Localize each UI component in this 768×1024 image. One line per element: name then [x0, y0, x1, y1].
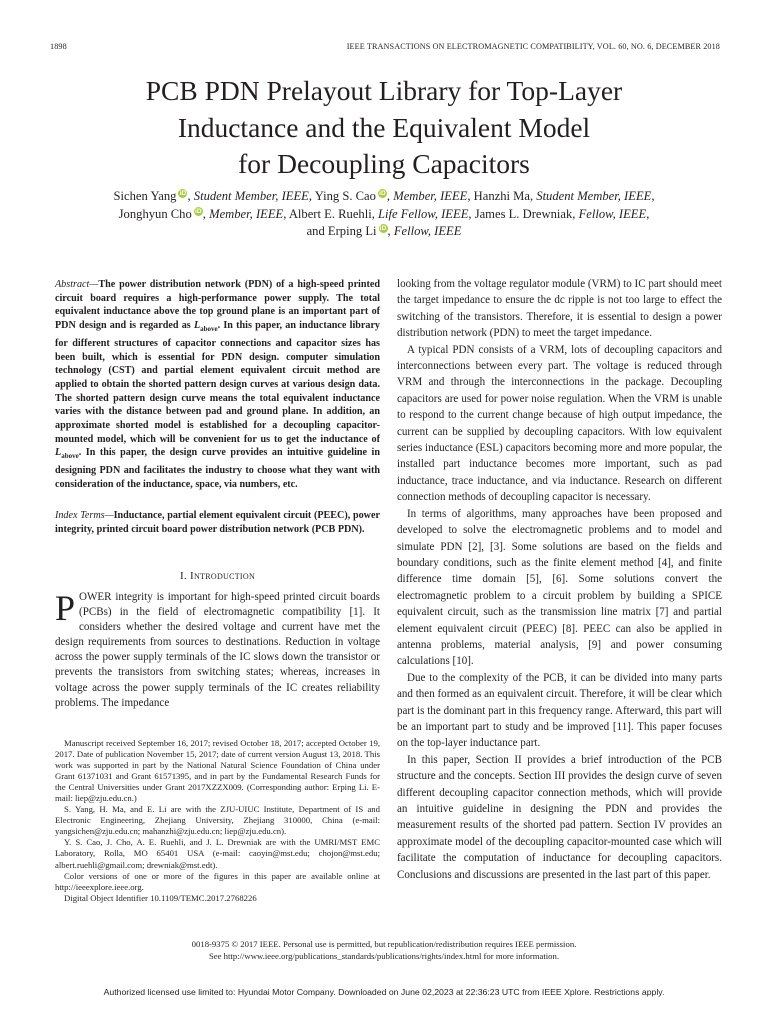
intro-paragraph	[55, 590, 380, 711]
index-terms	[55, 509, 380, 536]
author-name: James L. Drewniak	[474, 206, 573, 221]
orcid-icon[interactable]: iD	[379, 225, 387, 232]
body-paragraph: A typical PDN consists of a VRM, lots of decoupling capacitors and interconnections between every part. The voltage is reduced through VRM and through the interconnections in the package. Decoupling capacitors are used for power noise regulation. When the VRM is unable to respond to the current change because of high output impedance, the current can be supplied by decoupling capacitors. With low equivalent series inductance (ESL) capacitors becoming more and more popular, the installed part inductance becomes more important, such as pad inductance, trace inductance, and via inductance. Research on different connection methods of decoupling capacitor is necessary.	[397, 343, 722, 504]
footnotes	[55, 738, 380, 904]
orcid-icon[interactable]: iD	[379, 190, 386, 197]
body-paragraph: In terms of algorithms, many approaches have been proposed and developed to solve the electromagnetic problems and to model and simulate PDN [2], [3]. Some solutions are based on the fields and boundary conditions, such as the finite element method [4], and finite difference time domain [5], [6]. Some solutions convert the electromagnetic problem to a circuit problem by building a SPICE equivalent circuit, such as the transmission line matrix [7] and partial element equivalent circuit (PEEC) [8]. PEEC can also be applied in antenna problems, material analysis, [9] and power consuming calculations [10].	[397, 507, 722, 668]
index-terms-lead: Index Terms—	[55, 510, 114, 521]
abstract-lead: Abstract—	[55, 279, 99, 290]
author-role: Member, IEEE	[393, 189, 468, 203]
body-paragraph: Due to the complexity of the PCB, it can be divided into many parts and then formed as an equivalent circuit. Therefore, it will be clear which part is the dominant part in this frequency range. Afterward, this part will be an important part to study and be improved [11]. This paper focuses on the top-layer inductance part.	[397, 671, 722, 750]
footnote: Digital Object Identifier 10.1109/TEMC.2017.2768226	[64, 892, 257, 903]
paper-title	[60, 73, 708, 183]
author-role: Student Member, IEEE	[193, 189, 309, 203]
footnote: Color versions of one or more of the figures in this paper are available online at http://ieeexplore.ieee.org.	[55, 870, 380, 892]
author-name: Sichen Yang	[113, 189, 177, 203]
license-notice: Authorized licensed use limited to: Hyundai Motor Company. Downloaded on June 02,2023 at 22:36:23 UTC from IEEE Xplore. Restrictions apply.	[103, 987, 665, 997]
author-role: Student Member, IEEE	[536, 189, 652, 203]
index-terms-text: Inductance, partial element equivalent circuit (PEEC), power integrity, printed circuit board power distribution network (PCB PDN).	[55, 510, 380, 535]
body-paragraph: looking from the voltage regulator module (VRM) to IC part should meet the target impedance to ensure the dc ripple is not too large to effect the switching of the transistors. Therefore, it is essential to design a power distribution network (PDN) to meet the target impedance.	[397, 278, 722, 340]
drop-cap: P	[55, 588, 76, 628]
copyright-line: 0018-9375 © 2017 IEEE. Personal use is permitted, but republication/redistribution requires IEEE permission.	[191, 939, 577, 949]
abstract-text: The power distribution network (PDN) of a high-speed printed circuit board requires a high-performance power supply. The total equivalent inductance above the top ground plane is an important part of PDN design and is regarded as $L_{above}$. In this paper, an inductance library for different structures of capacitor connections and capacitor sizes has been built, which is essential for PDN design. computer simulation technology (CST) and partial element equivalent circuit method are applied to obtain the shorted pattern design curves at various design data. The shorted pattern design curve means the total equivalent inductance varies with the distance between pad and ground plane. In addition, an approximate shorted model is established for a decoupling capacitor-mounted model, which will be convenient for us to get the inductance of $L_{above}$. In this paper, the design curve provides an intuitive guideline in designing PDN and facilitates the industry to choose what they want with consideration of the inductance, space, via numbers, etc.	[55, 279, 380, 490]
author-role: Member, IEEE	[209, 206, 284, 221]
section-heading: I. Introduction	[179, 570, 256, 582]
footnote: Y. S. Cao, J. Cho, A. E. Ruehli, and J. L. Drewniak are with the UMRI/MST EMC Laboratory, Rolla, MO 65401 USA (e-mail: caoyin@mst.edu; chojon@mst.edu; albert.ruehli@gmail.com; drewniak@mst.edt).	[55, 837, 380, 870]
abstract	[55, 278, 380, 492]
footnote: S. Yang, H. Ma, and E. Li are with the ZJU-UIUC Institute, Department of IS and Electronic Engineering, Zhejiang University, Zhejiang 310000, China (e-mail: yangsichen@zju.edu.cn; mahanzhi@zju.edu.cn; liep@zju.edu.cn).	[55, 804, 380, 837]
orcid-icon[interactable]: iD	[195, 207, 202, 215]
author-list: Sichen Yang iD, Student Member, IEEE, Ying S. Cao iD, Member, IEEE, Hanzhi Ma, Student Member, IEEE, Jonghyun Cho iD, Member, IEEE, Albert E. Ruehli, Life Fellow, IEEE, James L. Drewniak, Fellow, IEEE, and Erping Li iD, Fellow, IEEE	[113, 189, 655, 238]
copyright-notice	[60, 939, 708, 962]
author-role: Life Fellow, IEEE	[378, 206, 469, 221]
author-name: Hanzhi Ma	[473, 189, 530, 203]
body-paragraph: In this paper, Section II provides a brief introduction of the PCB structure and the concepts. Section III provides the design curve of seven different decoupling capacitor connection methods, which will provide an intuitive guideline in designing the PDN and provides the measurement results of the shorted pad pattern. Section IV provides an approximate model of the decoupling capacitor-mounted case which will facilitate the computation of inductance for decoupling capacitors. Conclusions and discussions are presented in the last part of this paper.	[397, 753, 722, 881]
running-header: IEEE TRANSACTIONS ON ELECTROMAGNETIC COMPATIBILITY, VOL. 60, NO. 6, DECEMBER 2018	[346, 42, 720, 51]
intro-text: OWER integrity is important for high-speed printed circuit boards (PCBs) in the field of electromagnetic compatibility [1]. It considers whether the desired voltage and current have met the design requirements from sources to destinations. Reduction in voltage across the power supply terminals of the IC slows down the transistor or prevents the transistors from switching states; whereas, increases in voltage across the power supply terminals of the IC creates reliability problems. The impedance	[55, 591, 380, 709]
orcid-icon[interactable]: iD	[179, 190, 187, 197]
title-line: Inductance and the Equivalent Model	[177, 111, 591, 143]
right-column	[397, 276, 722, 883]
author-name: Albert E. Ruehli	[288, 206, 372, 221]
author-name: Ying S. Cao	[314, 189, 376, 203]
title-line: for Decoupling Capacitors	[238, 148, 530, 179]
author-name: Jonghyun Cho	[118, 206, 192, 221]
author-role: Fellow, IEEE	[578, 206, 647, 221]
page-number: 1898	[50, 42, 67, 51]
copyright-line: See http://www.ieee.org/publications_standards/publications/rights/index.html for more information.	[208, 950, 560, 961]
title-line: PCB PDN Prelayout Library for Top-Layer	[145, 75, 623, 106]
footnote: Manuscript received September 16, 2017; revised October 18, 2017; accepted October 19, 2017. Date of publication November 15, 2017; date of current version August 13, 2018. This work was supported in part by the National Natural Science Foundation of China under Grant 61371031 and Grant 61571395, and in part by the Fundamental Research Funds for the Central Universities under Grant 2017XZZX009. (Corresponding author: Erping Li. E-mail: liep@zju.edu.cn.)	[55, 738, 380, 804]
author-role: Fellow, IEEE	[393, 224, 462, 238]
author-name: and Erping Li	[306, 224, 377, 238]
